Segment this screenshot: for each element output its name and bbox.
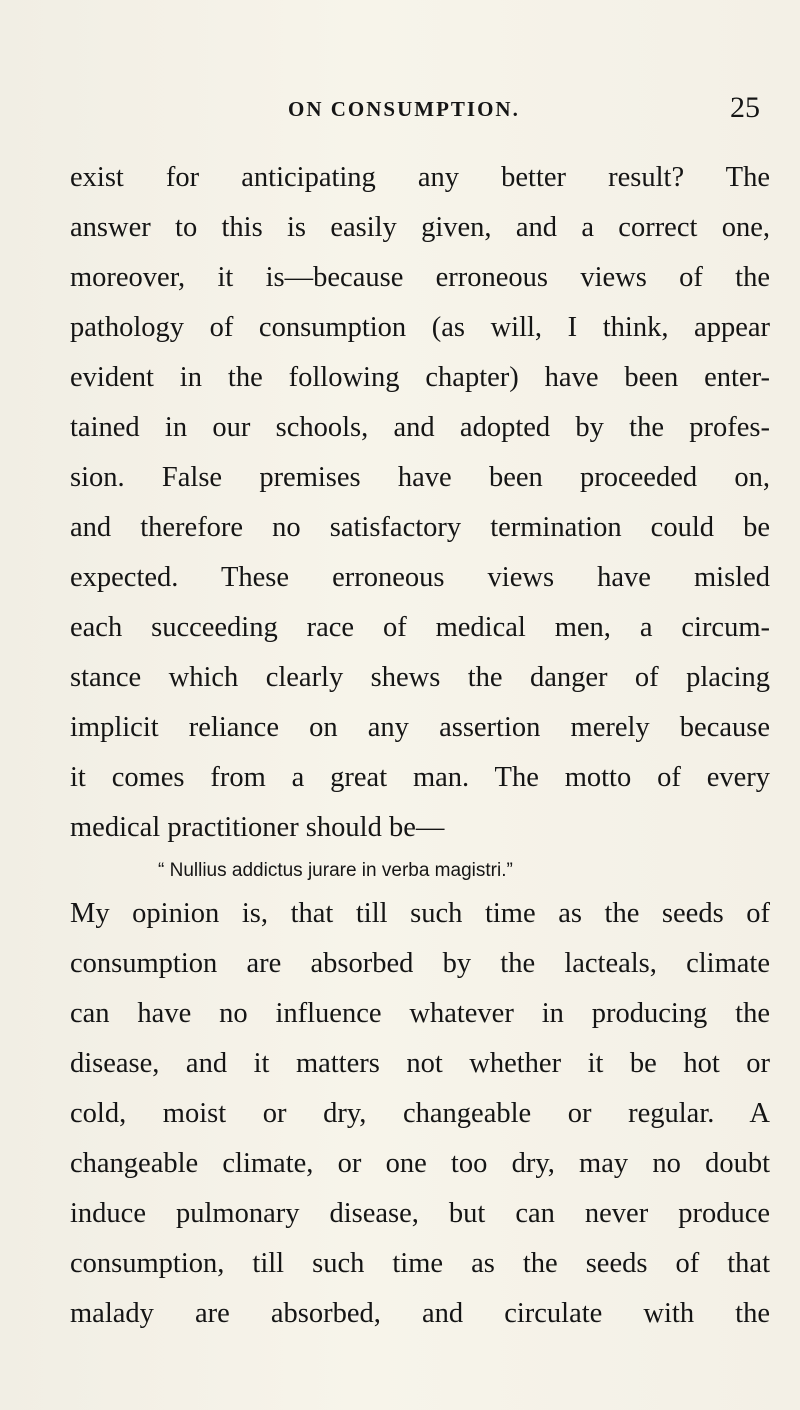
text-line: pathology of consumption (as will, I think, appear	[70, 312, 770, 343]
text-line: consumption are absorbed by the lacteals, climate	[70, 948, 770, 979]
text-line: evident in the following chapter) have been enter-	[70, 362, 770, 393]
text-line: malady are absorbed, and circulate with the	[70, 1298, 770, 1329]
text-line: moreover, it is—because erroneous views of the	[70, 262, 770, 293]
body-text	[70, 153, 770, 1339]
page-number: 25	[730, 91, 760, 124]
text-line: it comes from a great man. The motto of every	[70, 762, 770, 793]
text-line: exist for anticipating any better result? The	[70, 162, 770, 193]
text-line: consumption, till such time as the seeds of that	[70, 1248, 770, 1279]
text-line: cold, moist or dry, changeable or regular. A	[70, 1098, 770, 1129]
running-title: ON CONSUMPTION.	[288, 97, 520, 121]
text-line: each succeeding race of medical men, a circum-	[70, 612, 770, 643]
text-line: sion. False premises have been proceeded on,	[70, 462, 770, 493]
text-line: medical practitioner should be—	[70, 812, 445, 843]
running-header	[70, 91, 760, 137]
text-line: implicit reliance on any assertion merely because	[70, 712, 770, 743]
latin-motto-quote: “ Nullius addictus jurare in verba magistri.”	[158, 860, 513, 881]
text-line: stance which clearly shews the danger of placing	[70, 662, 770, 693]
text-line: and therefore no satisfactory termination could be	[70, 512, 770, 543]
text-line: My opinion is, that till such time as the seeds of	[70, 898, 770, 929]
text-line: changeable climate, or one too dry, may no doubt	[70, 1148, 770, 1179]
text-line: tained in our schools, and adopted by the profes-	[70, 412, 770, 443]
text-line: answer to this is easily given, and a correct one,	[70, 212, 770, 243]
text-line: induce pulmonary disease, but can never produce	[70, 1198, 770, 1229]
text-line: can have no influence whatever in producing the	[70, 998, 770, 1029]
text-line: expected. These erroneous views have misled	[70, 562, 770, 593]
text-line: disease, and it matters not whether it be hot or	[70, 1048, 770, 1079]
